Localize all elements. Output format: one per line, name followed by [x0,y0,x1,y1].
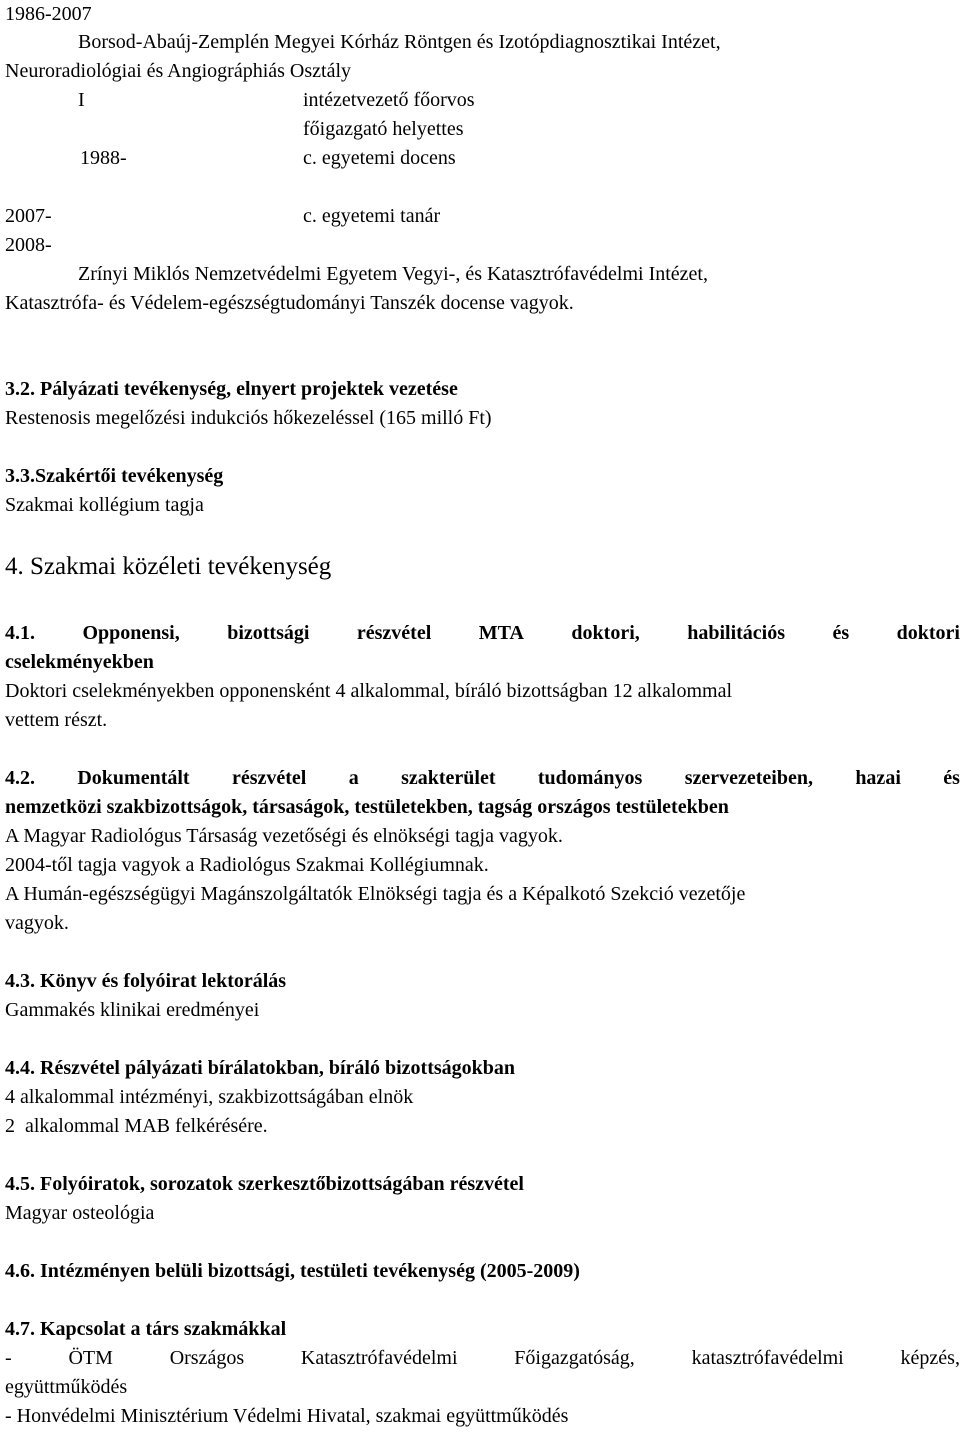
heading-word: szervezeteiben, [684,767,813,789]
heading-word: tudományos [537,767,643,789]
section-4-7-text-line2: együttműködés [5,1376,128,1398]
section-3-3-heading: 3.3.Szakértői tevékenység [5,465,224,487]
section-4-7-text-line3: - Honvédelmi Minisztérium Védelmi Hivatal, szakmai együttműködés [5,1405,569,1427]
heading-word: 4.2. [5,767,35,789]
section-4-4-heading: 4.4. Részvétel pályázati bírálatokban, bíráló bizottságokban [5,1057,516,1079]
heading-word: bizottsági [227,622,310,644]
heading-word: és [943,767,960,789]
position-deputy-director: főigazgató helyettes [303,118,464,140]
heading-word: MTA [478,622,524,644]
heading-word: szakterület [401,767,496,789]
section-3-2-heading: 3.2. Pályázati tevékenység, elnyert projektek vezetése [5,378,458,400]
institution-line: Borsod-Abaúj-Zemplén Megyei Kórház Röntgen és Izotópdiagnosztikai Intézet, [78,31,721,53]
heading-word: a [348,767,359,789]
section-4-5-heading: 4.5. Folyóiratok, sorozatok szerkesztőbizottságában részvétel [5,1173,524,1195]
section-4-1-text-line2: vettem részt. [5,709,108,731]
heading-word: habilitációs [687,622,786,644]
section-4-4-text-line1: 4 alkalommal intézményi, szakbizottságában elnök [5,1086,414,1108]
heading-word: részvétel [231,767,307,789]
section-4-1-text-line1: Doktori cselekményekben opponensként 4 alkalommal, bíráló bizottságban 12 alkalommal [5,680,733,702]
year-2007: 2007- [5,205,52,227]
section-4-7-heading: 4.7. Kapcsolat a társ szakmákkal [5,1318,287,1340]
section-4-4-text-line2: 2 alkalommal MAB felkérésére. [5,1115,268,1137]
section-4-3-heading: 4.3. Könyv és folyóirat lektorálás [5,970,287,992]
text-word: Főigazgatóság, [514,1347,635,1369]
section-4-2-text-line1: A Magyar Radiológus Társaság vezetőségi és elnökségi tagja vagyok. [5,825,563,847]
section-4-2-text-line2: 2004-től tagja vagyok a Radiológus Szakmai Kollégiumnak. [5,854,489,876]
section-4-2-text-line3: A Humán-egészségügyi Magánszolgáltatók Elnökségi tagja és a Képalkotó Szekció vezetője [5,883,746,905]
roman-numeral: I [78,89,85,111]
heading-word: doktori [896,622,960,644]
position-docent: c. egyetemi docens [303,147,456,169]
heading-word: Opponensi, [82,622,180,644]
department-docent-line: Katasztrófa- és Védelem-egészségtudományi Tanszék docense vagyok. [5,292,574,314]
section-4-7-text-line1 [5,1346,960,1370]
section-4-2-heading-line2: nemzetközi szakbizottságok, társaságok, testületekben, tagság országos testületekben [5,796,729,818]
heading-word: Dokumentált [77,767,190,789]
university-line: Zrínyi Miklós Nemzetvédelmi Egyetem Vegyi-, és Katasztrófavédelmi Intézet, [78,263,708,285]
text-word: ÖTM [68,1347,113,1369]
heading-word: hazai [855,767,901,789]
heading-word: doktori, [571,622,640,644]
text-word: - [5,1347,12,1369]
text-word: képzés, [900,1347,960,1369]
text-word: Katasztrófavédelmi [300,1347,458,1369]
period-1986-2007: 1986-2007 [5,3,92,25]
position-head-physician: intézetvezető főorvos [303,89,475,111]
text-word: katasztrófavédelmi [691,1347,844,1369]
section-4-5-text: Magyar osteológia [5,1202,155,1224]
text-word: Országos [169,1347,245,1369]
section-4-2-text-line4: vagyok. [5,912,69,934]
position-professor: c. egyetemi tanár [303,205,441,227]
section-4-1-heading-line2: cselekményekben [5,651,154,673]
year-1988: 1988- [80,147,127,169]
department-line: Neuroradiológiai és Angiográphiás Osztály [5,60,352,82]
section-3-2-text: Restenosis megelőzési indukciós hőkezeléssel (165 milló Ft) [5,407,492,429]
section-3-3-text: Szakmai kollégium tagja [5,494,204,516]
section-4-6-heading: 4.6. Intézményen belüli bizottsági, testületi tevékenység (2005-2009) [5,1260,580,1282]
heading-word: és [832,622,850,644]
year-2008: 2008- [5,234,52,256]
section-4-1-heading-line1 [5,621,960,645]
heading-word: részvétel [356,622,432,644]
heading-word: 4.1. [5,622,35,644]
section-4-3-text: Gammakés klinikai eredményei [5,999,260,1021]
section-4-2-heading-line1 [5,766,960,790]
section-4-heading: 4. Szakmai közéleti tevékenység [5,553,332,580]
